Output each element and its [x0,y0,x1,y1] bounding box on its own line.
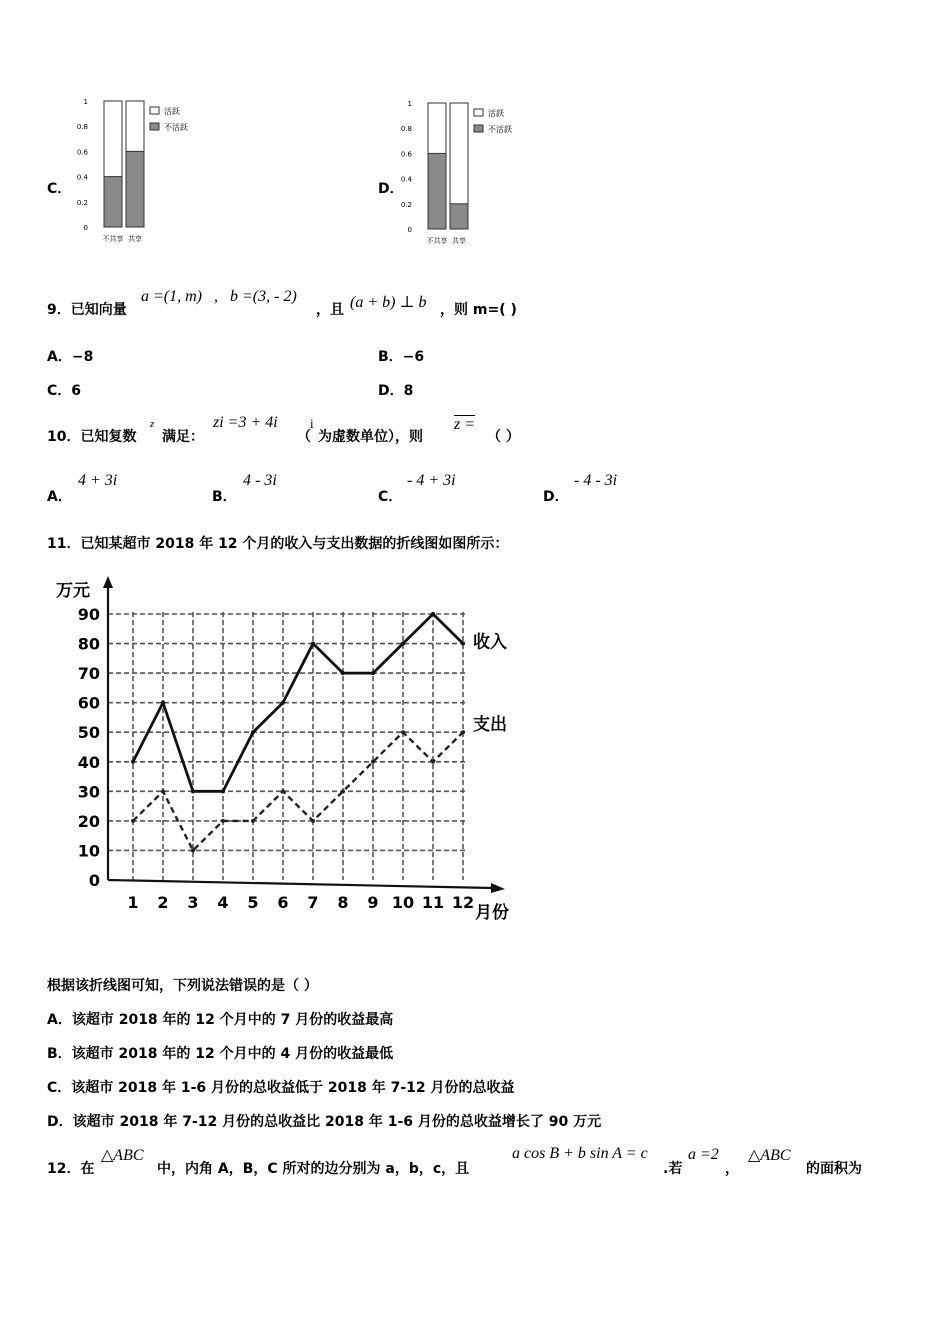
q10-stem: 10．已知复数 [47,429,137,445]
series-label-1: 支出 [473,715,507,736]
q10-option-d-value: - 4 - 3i [574,472,618,489]
data-point-1 [371,760,375,764]
category-label-c-1: 共享 [128,235,142,243]
q11-option-b: B．该超市 2018 年的 12 个月中的 4 月份的收益最低 [47,1046,394,1062]
category-label-d-0: 不共享 [426,237,448,245]
q12-end: 的面积为 [806,1161,862,1177]
q10-zbar: z = [454,416,476,433]
xtick-label: 6 [277,893,289,912]
data-point-0 [161,701,165,705]
option-c-label: C． [47,181,72,197]
ytick-label-d: 0.4 [400,175,412,184]
xtick-label: 11 [421,893,445,912]
q11-question: 根据该折线图可知，下列说法错误的是（ ） [47,978,318,994]
category-label-d-1: 共享 [452,237,466,245]
q9-end: ，则 m=( ) [440,302,517,318]
q9-option-b: B．−6 [378,349,425,365]
legend-label-active-c: 活跃 [164,107,180,116]
q11-option-d: D．该超市 2018 年 7-12 月份的总收益比 2018 年 1-6 月份的总收益增长了 90 万元 [47,1114,602,1130]
q11-stem: 11．已知某超市 2018 年 12 个月的收入与支出数据的折线图如图所示： [47,536,509,552]
ytick-label-d: 0.2 [400,200,412,209]
y-axis-arrow [103,576,113,588]
ytick-label-c: 0.2 [76,198,88,207]
q10-option-c-label: C． [378,489,403,505]
series-label-0: 收入 [473,632,507,653]
x-axis-arrow [491,883,505,893]
q10-option-d-label: D． [543,489,569,505]
option-d-label: D． [378,181,404,197]
q12-num: 12．在 [47,1161,95,1177]
ytick-label: 60 [77,693,100,713]
q9-stem: 9．已知向量 [47,302,127,318]
q12-triangle: △ABC [101,1147,144,1164]
legend-swatch-active-d [474,109,483,116]
ytick-label: 0 [88,871,100,890]
legend-label-inactive-d: 不活跃 [488,125,512,134]
ytick-label-c: 0.6 [76,148,88,157]
q10-i: i [310,416,314,431]
q12-equation: a cos B + b sin A = c [512,1145,648,1162]
data-point-0 [281,701,285,705]
ytick-label-c: 1 [83,98,88,106]
data-point-0 [371,671,375,675]
xtick-label: 1 [127,893,139,912]
q9-comma: , [214,288,218,305]
ytick-label: 20 [77,811,100,831]
ytick-label-d: 0.6 [400,150,412,159]
stacked-bar-chart-d [402,97,542,257]
legend-swatch-active-c [150,107,159,114]
data-point-0 [131,760,135,764]
ytick-label-d: 1 [407,100,412,108]
bar-inactive-c-1 [126,151,144,227]
ytick-label: 50 [77,723,100,743]
q9-mid: ，且 [316,302,344,318]
data-point-1 [431,760,435,764]
data-point-0 [311,642,315,646]
ytick-label-c: 0.8 [76,123,88,132]
xtick-label: 5 [247,893,259,912]
q9-option-a: A．−8 [47,349,94,365]
legend-label-active-d: 活跃 [488,109,504,118]
q9-vector-a: a =(1, m) [141,288,203,305]
data-point-1 [221,819,225,823]
data-point-0 [341,671,345,675]
q10-unit: 为虚数单位），则 [318,429,423,445]
q10-blank: （ ） [487,429,520,445]
q12-comma: ， [725,1161,739,1177]
q12-a-value: a =2 [688,1146,719,1163]
data-point-0 [251,730,255,734]
income-expense-line-chart [50,572,540,932]
q10-equation: zi =3 + 4i [213,414,278,431]
data-point-1 [311,819,315,823]
q11-option-c: C．该超市 2018 年 1-6 月份的总收益低于 2018 年 7-12 月份的总收益 [47,1080,515,1096]
data-point-1 [461,730,465,734]
q9-condition: (a + b) ⊥ b [350,294,427,311]
xtick-label: 8 [337,893,349,912]
data-point-0 [191,789,195,793]
data-point-1 [191,848,195,852]
q10-z: z [150,418,155,430]
data-point-1 [281,789,285,793]
ytick-label: 80 [77,634,100,654]
ytick-label: 10 [77,841,100,861]
ytick-label: 70 [77,664,100,684]
data-point-0 [431,612,435,616]
ytick-label: 40 [77,752,100,772]
bar-inactive-d-1 [450,204,468,229]
data-point-0 [221,789,225,793]
xtick-label: 2 [157,893,169,912]
q10-paren: （ [297,429,311,445]
q9-option-c: C．6 [47,383,82,399]
q9-option-d: D．8 [378,383,414,399]
ytick-label-d: 0.8 [400,125,412,134]
data-point-1 [341,789,345,793]
ytick-label-d: 0 [407,226,412,234]
q10-option-c-value: - 4 + 3i [407,472,456,489]
xtick-label: 9 [367,893,379,912]
q10-option-b-value: 4 - 3i [243,472,277,489]
x-axis [108,880,493,888]
y-axis-label: 万元 [56,581,90,601]
q12-triangle-2: △ABC [748,1147,791,1164]
data-point-1 [161,789,165,793]
data-point-0 [401,642,405,646]
q10-option-b-label: B． [212,489,237,505]
xtick-label: 10 [391,893,415,912]
x-axis-label: 月份 [475,903,509,923]
stacked-bar-chart-c [78,95,218,255]
data-point-1 [401,730,405,734]
xtick-label: 7 [307,893,319,912]
data-point-1 [131,819,135,823]
q10-option-a-label: A． [47,489,72,505]
xtick-label: 12 [451,893,475,912]
q9-vector-b: b =(3, - 2) [230,288,297,305]
q11-option-a: A．该超市 2018 年的 12 个月中的 7 月份的收益最高 [47,1012,394,1028]
ytick-label: 90 [77,605,100,624]
bar-inactive-d-0 [428,153,446,229]
data-point-0 [461,642,465,646]
category-label-c-0: 不共享 [102,235,124,243]
q10-option-a-value: 4 + 3i [78,472,118,489]
legend-swatch-inactive-c [150,123,159,130]
xtick-label: 4 [217,893,229,912]
ytick-label-c: 0 [83,224,88,232]
ytick-label-c: 0.4 [76,173,88,182]
q12-mid: 中，内角 A，B，C 所对的边分别为 a，b，c，且 [157,1161,470,1177]
ytick-label: 30 [77,782,100,802]
legend-swatch-inactive-d [474,125,483,132]
q12-if: .若 [663,1161,683,1177]
legend-label-inactive-c: 不活跃 [164,123,188,132]
q10-satisfy: 满足： [162,429,204,445]
bar-inactive-c-0 [104,177,122,227]
xtick-label: 3 [187,893,199,912]
data-point-1 [251,819,255,823]
